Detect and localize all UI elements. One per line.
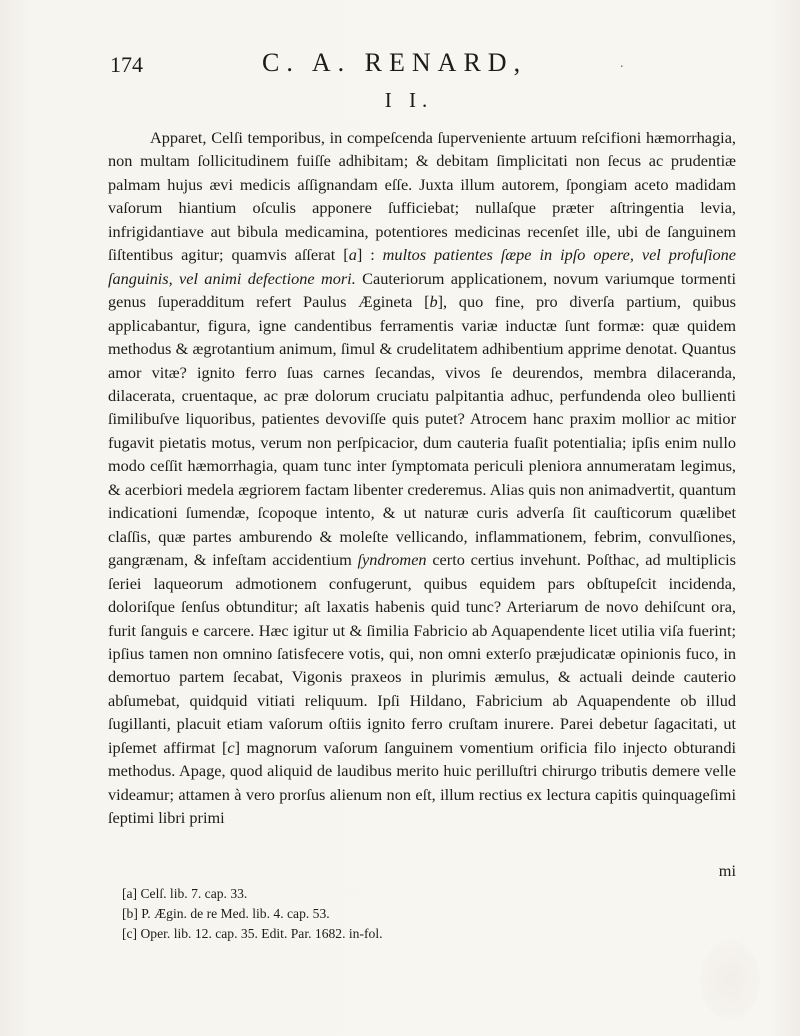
footnote-ref-c: c <box>227 737 235 757</box>
footnotes <box>122 884 682 944</box>
chapter-number: I I. <box>384 88 434 112</box>
body-paragraph <box>108 126 736 830</box>
page-number: 174 <box>110 52 143 77</box>
text-segment: Cauteriorum applicationem, novum variumque tormenti genus ſuperadditum refert Paulus Æginetа [ <box>108 268 737 312</box>
text-segment: certo certius invehunt. Poſthac, ad multiplicis ſeriei laqueorum admotionem confugerunt, quibus equidem pars obſtupeſcit incidenda, doloriſque ſenſus obtunditur; aſt laxatis habenis quid tunc? Arteriarum de novo dehiſcunt ora, furit ſanguis e carcere. Hæc igitur ut & ſimilia Fabricio ab Aquapendente licet utilia viſa fuerint; ipſius tamen non omnino ſatisfecere votis, qui, non omni exterſo præjudicatæ opinionis fuco, in demortuo partem ſecabat, Vigonis praxeos in plurimis æmulus, & actuali deinde cauterio abſumebat, quidquid vitiati reliquum. Ipſi Hildano, Fabricium ab Aquapendente ob illud ſugillanti, placuit etiam vaſorum oſtiis ignito ferro cruſtam inurere. Parei debetur ſagacitati, ut ipſemet affirmat [ <box>108 550 736 757</box>
footnote-ref-b: b <box>429 292 438 312</box>
running-head-mark: . <box>620 56 624 71</box>
paper-stain <box>700 940 760 1020</box>
text-segment: ] magnorum vaſorum ſanguinem vomentium orificia filo injecto obturandi methodus. Apage, quod aliquid de laudibus merito huic perilluſtri chirurgo tributis demere velle videamur; attamen à vero prorſus alienum non eſt, illum rectius ex lectura capitis quinquageſimi ſeptimi libri primi <box>108 737 736 828</box>
footnote-b: [b] P. Ægin. de re Med. lib. 4. cap. 53. <box>122 906 330 921</box>
footnote-c: [c] Oper. lib. 12. cap. 35. Edit. Par. 1682. in-fol. <box>122 926 383 941</box>
running-head: C. A. RENARD, <box>262 48 528 77</box>
text-segment: Apparet, Celſi temporibus, in compeſcenda ſuperveniente artuum reſcifioni hæmorrhagia, non multam ſollicitudinem fuiſſe adhibitam; & debitam ſimplicitati non ſecus ac prudentiæ palmam hujus ævi medicis aſſignandam eſſe. Juxta illum autorem, ſpongiam aceto madidam vaſorum hiantium oſculis apponere ſufficiebat; nullaſque præter aſtringentia levia, infrigidantiave aut bibula medicamina, potentiores medicinas recenſet ille, ubi de ſanguinem ſiſtentibus agitur; quamvis aſſerat [ <box>108 128 736 265</box>
text-segment: ], quo fine, pro diverſa partium, quibus applicabantur, figura, igne candentibus ferramentis variæ inductæ ſunt formæ: quæ quidem methodus & ægrotantium animum, ſimul & crudelitatem adhibentium apprime denotat. Quantus amor vitæ? ignito ferro ſuas carnes ſecandas, vivos ſe deurendos, membra dilaceranda, dilacerata, cruentaque, ac præ dolorum cruciatu palpitantia adhuc, perfundenda oleo bullienti ſimilibuſve liquoribus, patientes devoviſſe quis putet? Atrocem hanc praxim mollior ac mitior fugavit pietatis motus, verum non perſpicacior, dum cauteria fuaſit potentialia; ipſis enim nullo modo ceſſit hæmorrhagia, quam tunc inter ſymptomata periculi pleniora annumeratam legimus, & acerbiori medela ægriorem factam libenter crederemus. Alias quis non animadvertit, quantum indicationi ſumendæ, ſcopoque intento, & ut naturæ curis adverſa ſit cauſticorum quælibet claſſis, quæ partes amburendo & moleſte vellicando, inflammationem, febrim, convulſiones, gangrænam, & infeſtam accidentium <box>108 292 736 570</box>
page-header <box>0 44 800 84</box>
text-segment: ] : <box>356 245 383 265</box>
syndromen-term: ſyndromen <box>357 550 427 570</box>
footnote-a: [a] Celſ. lib. 7. cap. 33. <box>122 886 248 901</box>
celsus-quotation: multos patientes ſæpe in ipſo opere, vel profuſione ſanguinis, vel animi defectione mori. <box>108 245 736 288</box>
catchword: mi <box>718 861 736 880</box>
footnote-ref-a: a <box>348 245 357 265</box>
